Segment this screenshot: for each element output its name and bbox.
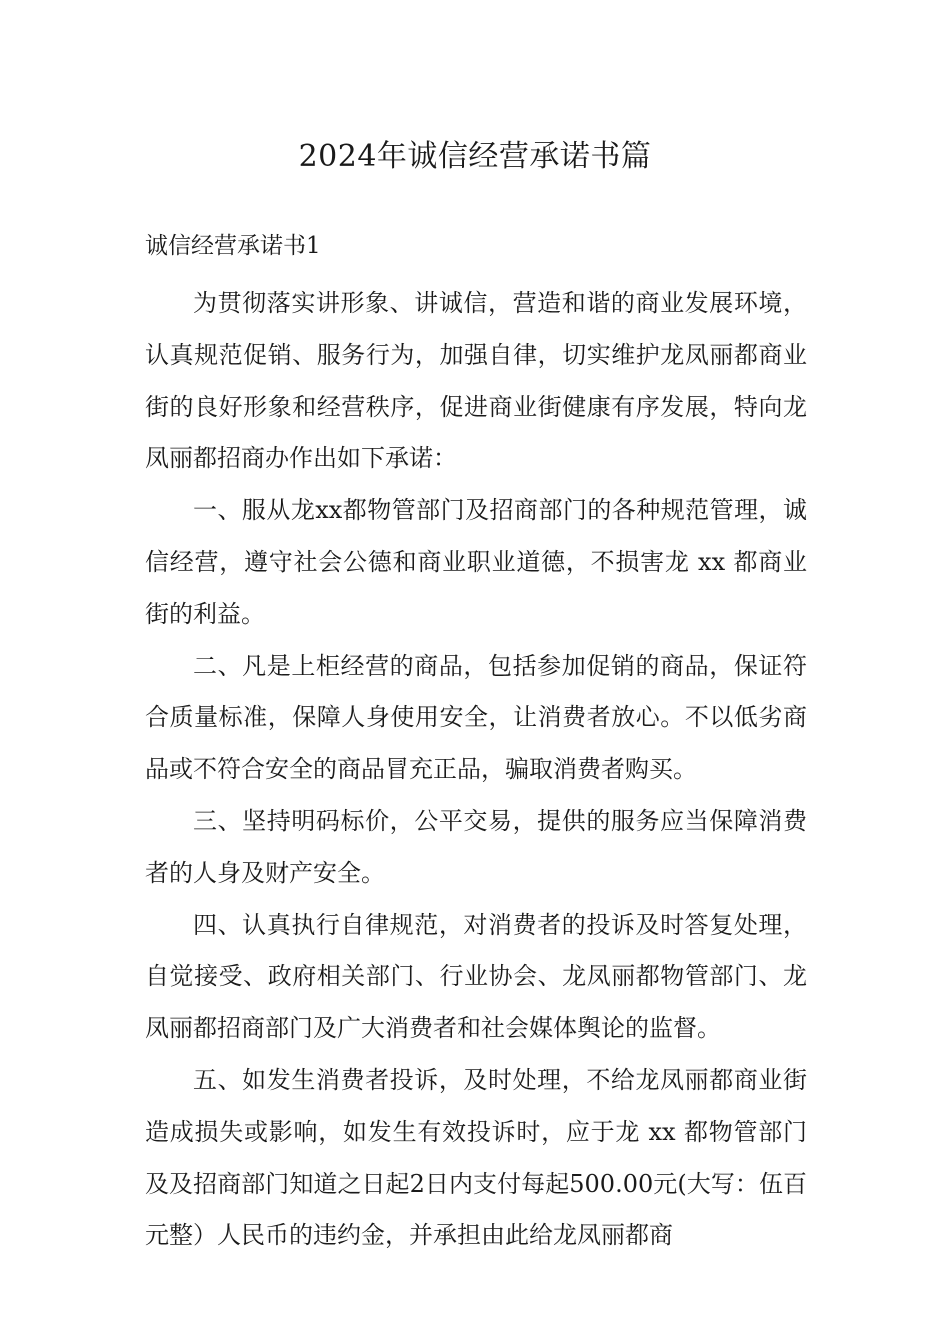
paragraph-item-4: 四、认真执行自律规范，对消费者的投诉及时答复处理，自觉接受、政府相关部门、行业协会、龙凤丽都物管部门、龙凤丽都招商部门及广大消费者和社会媒体舆论的监督。 bbox=[145, 910, 807, 1043]
document-body bbox=[145, 278, 807, 1262]
paragraph-item-2: 二、凡是上柜经营的商品，包括参加促销的商品，保证符合质量标准，保障人身使用安全，让消费者放心。不以低劣商品或不符合安全的商品冒充正品，骗取消费者购买。 bbox=[145, 651, 807, 784]
paragraph-item-5: 五、如发生消费者投诉，及时处理，不给龙凤丽都商业街造成损失或影响，如发生有效投诉时，应于龙 xx 都物管部门及及招商部门知道之日起2日内支付每起500.00元(大写：伍百元整）人民币的违约金，并承担由此给龙凤丽都商 bbox=[145, 1065, 807, 1250]
section-heading: 诚信经营承诺书1 bbox=[145, 233, 321, 259]
paragraph-item-3: 三、坚持明码标价，公平交易，提供的服务应当保障消费者的人身及财产安全。 bbox=[145, 806, 807, 887]
document-title: 2024年诚信经营承诺书篇 bbox=[298, 139, 652, 174]
paragraph-item-1: 一、服从龙xx都物管部门及招商部门的各种规范管理，诚信经营，遵守社会公德和商业职业道德，不损害龙 xx 都商业街的利益。 bbox=[145, 496, 807, 628]
paragraph-intro: 为贯彻落实讲形象、讲诚信，营造和谐的商业发展环境，认真规范促销、服务行为，加强自律，切实维护龙凤丽都商业街的良好形象和经营秩序，促进商业街健康有序发展，特向龙凤丽都招商办作出如下承诺： bbox=[145, 289, 807, 473]
